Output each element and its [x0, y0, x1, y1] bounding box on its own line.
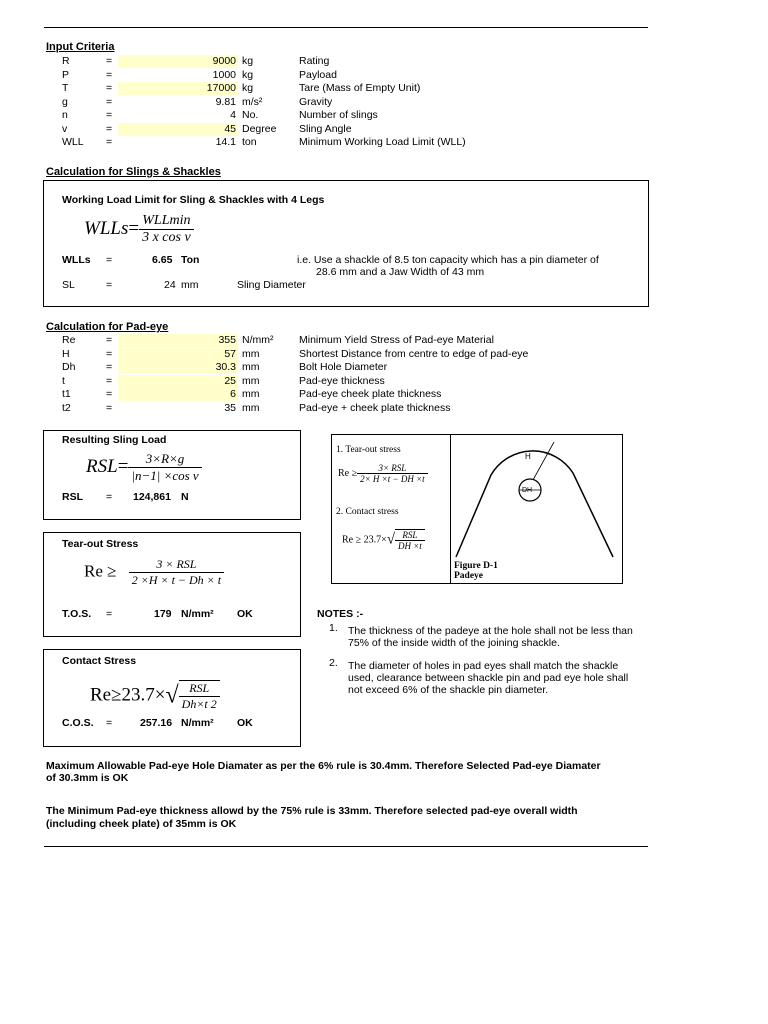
- conclusion-2-line-1: The Minimum Pad-eye thickness allowd by the 75% rule is 33mm. Therefore selected pad-eye overall width: [46, 805, 578, 817]
- tear-out-formula-den: 2 ×H × t − Dh × t: [131, 573, 222, 587]
- input-criteria-heading: Input Criteria: [46, 41, 115, 53]
- contact-stress-box: [43, 649, 301, 747]
- row-unit: mm: [242, 401, 260, 414]
- row-unit: mm: [242, 374, 260, 387]
- row-equals: =: [106, 95, 113, 108]
- figure-tear-out-formula: [338, 463, 428, 484]
- rsl-value: 124,861: [133, 491, 171, 503]
- tos-unit: N/mm²: [181, 608, 214, 620]
- wll-box-title: Working Load Limit for Sling & Shackles with 4 Legs: [62, 194, 325, 206]
- row-value[interactable]: 17000: [118, 82, 238, 95]
- top-rule: [44, 27, 648, 28]
- note-2-line-3: not exceed 6% of the shackle pin diameter.: [348, 684, 549, 696]
- notes-title: NOTES :-: [317, 608, 364, 620]
- row-value[interactable]: 30.3: [118, 361, 238, 374]
- h-dimension-line: [533, 442, 554, 480]
- row-unit: kg: [242, 82, 254, 94]
- tos-eq: =: [106, 608, 113, 620]
- row-equals: =: [106, 55, 113, 67]
- row-description: Tare (Mass of Empty Unit): [299, 82, 421, 94]
- conclusion-1-line-1: Maximum Allowable Pad-eye Hole Diamater as per the 6% rule is 30.4mm. Therefore Selected Pad-eye Diamater: [46, 760, 601, 772]
- row-description: Minimum Yield Stress of Pad-eye Material: [299, 334, 494, 346]
- row-value[interactable]: 25: [118, 375, 238, 388]
- row-symbol: t: [62, 374, 65, 387]
- wlls-note-1: i.e. Use a shackle of 8.5 ton capacity which has a pin diameter of: [297, 254, 599, 266]
- cos-value: 257.16: [140, 717, 173, 729]
- figure-contact-formula: Re ≥ 23.7×√ $\frac{\text{RSL}}{DH \times t}$: [342, 529, 425, 551]
- rsl-formula: RSL= $\frac{3\times R\times g}{\text{|n−1| ×cos v}}$: [86, 451, 202, 484]
- note-2-number: 2.: [329, 657, 338, 669]
- padeye-outline: [456, 451, 613, 557]
- figure-contact-title: 2. Contact stress: [336, 507, 399, 517]
- tear-out-formula: [84, 557, 224, 588]
- padeye-heading: Calculation for Pad-eye: [46, 321, 169, 333]
- row-unit: mm: [242, 388, 260, 400]
- row-description: Number of slings: [299, 109, 378, 121]
- row-value: 9.81: [215, 95, 236, 108]
- row-unit: Degree: [242, 122, 277, 135]
- tos-value: 179: [154, 608, 172, 620]
- contact-stress-formula: Re≥23.7×√ $\frac{\text{RSL}}{Dh\times t 2}$: [90, 680, 220, 712]
- sl-label: SL: [62, 279, 75, 291]
- figure-contact-lhs: Re ≥ 23.7×: [342, 534, 387, 546]
- tear-out-formula-lhs: Re ≥: [84, 561, 117, 581]
- cos-unit: N/mm²: [181, 717, 214, 729]
- conclusion-2-line-2: (including cheek plate) of 35mm is OK: [46, 818, 237, 830]
- row-unit: No.: [242, 109, 259, 121]
- row-value: 4: [230, 109, 236, 121]
- rsl-unit: N: [181, 491, 189, 503]
- row-equals: =: [106, 401, 113, 414]
- bottom-rule: [44, 846, 648, 847]
- row-symbol: t1: [62, 388, 71, 400]
- row-equals: =: [106, 334, 113, 346]
- row-value: 14.1: [215, 136, 236, 148]
- row-symbol: t2: [62, 401, 71, 414]
- cos-label: C.O.S.: [62, 717, 94, 729]
- tear-out-formula-num: 3 × RSL: [129, 557, 224, 573]
- wlls-formula-den: 3 x cos v: [142, 230, 191, 245]
- rsl-formula-den: |n−1| ×cos v: [131, 468, 199, 483]
- sl-value: 24: [164, 279, 176, 291]
- row-description: Bolt Hole Diameter: [299, 361, 388, 373]
- cos-status: OK: [237, 717, 253, 729]
- row-equals: =: [106, 347, 113, 360]
- row-equals: =: [106, 136, 113, 148]
- row-symbol: WLL: [62, 136, 84, 148]
- row-symbol: v: [62, 122, 68, 135]
- row-description: Payload: [299, 68, 337, 81]
- note-1-line-1: The thickness of the padeye at the hole shall not be less than: [348, 625, 633, 637]
- row-equals: =: [106, 374, 113, 387]
- row-equals: =: [106, 109, 113, 121]
- row-description: Shortest Distance from centre to edge of pad-eye: [299, 347, 529, 360]
- figure-tear-out-lhs: Re ≥: [338, 467, 358, 479]
- row-unit: kg: [242, 68, 254, 81]
- row-symbol: g: [62, 95, 68, 108]
- row-description: Rating: [299, 55, 330, 67]
- contact-stress-formula-lhs: Re≥23.7×: [90, 684, 166, 706]
- figure-tear-out-num: 3× RSL: [357, 463, 428, 474]
- row-equals: =: [106, 361, 113, 373]
- figure-caption-1: Figure D-1: [454, 561, 498, 571]
- note-2-line-2: used, clearance between shackle pin and pad eye hole shall: [348, 672, 629, 684]
- note-2-line-1: The diameter of holes in pad eyes shall match the shackle: [348, 660, 619, 672]
- sl-eq: =: [106, 279, 113, 291]
- row-symbol: T: [62, 82, 69, 94]
- wlls-label: WLLs: [62, 254, 91, 266]
- row-unit: mm: [242, 361, 260, 373]
- row-description: Gravity: [299, 95, 333, 108]
- rsl-eq: =: [106, 491, 113, 503]
- rsl-box: [43, 430, 301, 520]
- row-value[interactable]: 355: [118, 334, 238, 347]
- wlls-value: 6.65: [152, 254, 173, 266]
- row-equals: =: [106, 122, 113, 135]
- row-value[interactable]: 9000: [118, 55, 238, 68]
- rsl-title: Resulting Sling Load: [62, 434, 167, 446]
- contact-stress-title: Contact Stress: [62, 655, 137, 667]
- row-symbol: R: [62, 55, 70, 67]
- row-value: 35: [224, 401, 236, 414]
- row-value[interactable]: 45: [118, 123, 238, 136]
- label-dh: DH: [522, 487, 533, 494]
- contact-stress-formula-num: RSL: [179, 681, 220, 697]
- row-symbol: P: [62, 68, 70, 81]
- wlls-eq: =: [106, 254, 113, 266]
- row-equals: =: [106, 82, 113, 94]
- wlls-note-2: 28.6 mm and a Jaw Width of 43 mm: [316, 266, 485, 278]
- row-symbol: Re: [62, 334, 76, 346]
- row-unit: kg: [242, 55, 254, 67]
- figure-tear-out-title: 1. Tear-out stress: [336, 445, 401, 455]
- tos-label: T.O.S.: [62, 608, 92, 620]
- rsl-formula-lhs: RSL: [86, 455, 118, 477]
- row-unit: ton: [242, 136, 257, 148]
- figure-caption-2: Padeye: [454, 571, 484, 581]
- contact-stress-formula-den: Dh×t 2: [181, 697, 217, 711]
- row-equals: =: [106, 388, 113, 400]
- row-description: Minimum Working Load Limit (WLL): [299, 136, 466, 148]
- row-symbol: H: [62, 347, 70, 360]
- row-unit: N/mm²: [242, 334, 274, 346]
- row-equals: =: [106, 68, 113, 81]
- wll-box: [43, 180, 649, 307]
- wlls-formula-num: WLLmin: [139, 213, 194, 230]
- row-value[interactable]: 57: [118, 348, 238, 361]
- wlls-unit: Ton: [181, 254, 200, 266]
- row-unit: mm: [242, 347, 260, 360]
- wlls-formula: WLLs= $\frac{\text{WLLmin}}{\text{3 x cos v}}$: [84, 213, 194, 246]
- figure-contact-num: RSL: [395, 530, 425, 541]
- row-description: Sling Angle: [299, 122, 352, 135]
- figure-contact-den: DH ×t: [397, 541, 422, 551]
- rsl-formula-num: 3×R×g: [128, 451, 201, 468]
- sl-unit: mm: [181, 279, 199, 291]
- row-description: Pad-eye + cheek plate thickness: [299, 401, 451, 414]
- figure-tear-out-den: 2× H ×t − DH ×t: [360, 474, 425, 484]
- padeye-figure: [331, 434, 623, 584]
- row-symbol: n: [62, 109, 68, 121]
- row-description: Pad-eye cheek plate thickness: [299, 388, 442, 400]
- row-unit: m/s²: [242, 95, 263, 108]
- conclusion-1-line-2: of 30.3mm is OK: [46, 772, 129, 784]
- rsl-label: RSL: [62, 491, 83, 503]
- tear-out-title: Tear-out Stress: [62, 538, 139, 550]
- row-symbol: Dh: [62, 361, 76, 373]
- wlls-formula-lhs: WLLs: [84, 217, 129, 239]
- slings-heading: Calculation for Slings & Shackles: [46, 166, 221, 178]
- sl-desc: Sling Diameter: [237, 279, 306, 291]
- row-value[interactable]: 6: [118, 388, 238, 401]
- tos-status: OK: [237, 608, 253, 620]
- note-1-line-2: 75% of the inside width of the joining shackle.: [348, 637, 560, 649]
- label-h: H: [525, 452, 531, 461]
- row-value: 1000: [212, 68, 236, 81]
- row-description: Pad-eye thickness: [299, 374, 385, 387]
- cos-eq: =: [106, 717, 113, 729]
- tear-out-box: [43, 532, 301, 637]
- note-1-number: 1.: [329, 622, 338, 634]
